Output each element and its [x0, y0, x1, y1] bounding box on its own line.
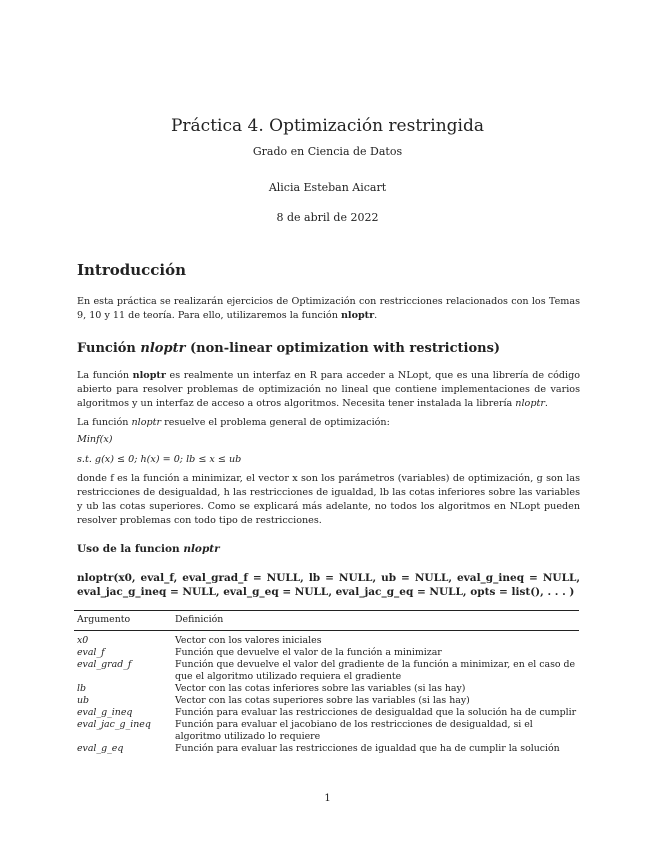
- table-body: [74, 631, 579, 755]
- table-row: [74, 659, 579, 683]
- table-row: [74, 695, 579, 707]
- table-row: [74, 719, 579, 743]
- intro-heading: Introducción: [77, 261, 187, 279]
- row-argument: ub: [77, 695, 90, 706]
- intro-text-b: nloptr: [340, 310, 375, 321]
- row-definition: Función para evaluar las restricciones de igualdad que ha de cumplir la solución: [175, 743, 560, 754]
- intro-paragraph: [77, 295, 580, 323]
- p1-b: nloptr: [132, 370, 166, 381]
- row-definition: Vector con los valores iniciales: [175, 635, 322, 646]
- section-heading-a: Función: [77, 341, 141, 356]
- table-header-definition: Definición: [175, 614, 224, 625]
- row-definition: Función para evaluar el jacobiano de los restricciones de desigualdad, si el algoritmo utilizado lo requiere: [175, 719, 533, 742]
- arguments-table: [74, 610, 579, 755]
- table-row: [74, 707, 579, 719]
- section-heading: [77, 341, 500, 356]
- p2-a: La función: [77, 417, 132, 428]
- row-definition: Vector con las cotas inferiores sobre las variables (si las hay): [175, 683, 466, 694]
- p2-c: resuelve el problema general de optimización:: [161, 417, 390, 428]
- row-definition: Vector con las cotas superiores sobre las variables (si las hay): [175, 695, 470, 706]
- formula-objective: Minf(x): [77, 434, 113, 445]
- document-author: Alicia Esteban Aicart: [268, 181, 387, 194]
- document-subtitle: Grado en Ciencia de Datos: [252, 145, 403, 158]
- section-heading-b: nloptr: [140, 341, 186, 356]
- formula-constraints: s.t. g(x) ≤ 0; h(x) = 0; lb ≤ x ≤ ub: [77, 454, 242, 465]
- document-title: Práctica 4. Optimización restringida: [170, 116, 485, 136]
- usage-heading-a: Uso de la funcion: [77, 543, 184, 555]
- row-argument: eval_g_eq: [77, 743, 124, 754]
- section-paragraph-1: [77, 369, 580, 411]
- row-definition: Función que devuelve el valor del gradiente de la función a minimizar, en el caso de que el algoritmo utilizado requiera el gradiente: [175, 659, 576, 682]
- table-row: [74, 647, 579, 659]
- row-argument: eval_grad_f: [77, 659, 132, 670]
- p1-e: .: [544, 398, 548, 409]
- table-header-row: [74, 610, 579, 630]
- section-heading-c: (non-linear optimization with restrictions): [185, 341, 501, 356]
- table-row: [74, 683, 579, 695]
- row-argument: eval_f: [77, 647, 105, 658]
- p1-d: nloptr: [515, 398, 545, 409]
- p2-b: nloptr: [131, 417, 162, 428]
- section-paragraph-3: donde f es la función a minimizar, el vector x son los parámetros (variables) de optimización, g son las restricciones de desigualdad, h las restricciones de igualdad, lb las cotas inferiores sobre las variables y ub las cotas superiores. Como se explicará más adelante, no todos los algoritmos en NLopt pueden resolver problemas con todo tipo de restricciones.: [77, 473, 580, 526]
- row-definition: Función que devuelve el valor de la función a minimizar: [175, 647, 442, 658]
- p1-a: La función: [77, 370, 133, 381]
- page-number: 1: [324, 793, 331, 804]
- row-argument: x0: [77, 635, 89, 646]
- intro-text-a: En esta práctica se realizarán ejercicios de Optimización con restricciones relacionados con los Temas 9, 10 y 11 de teoría. Para ello, utilizaremos la función: [77, 296, 580, 321]
- row-definition: Función para evaluar las restricciones de desigualdad que la solución ha de cumplir: [175, 707, 577, 718]
- document-date: 8 de abril de 2022: [276, 211, 379, 224]
- p1-c: es realmente un interfaz en R para acceder a NLopt, que es una librería de código abierto para resolver problemas de optimización no lineal que contiene implementaciones de varios algoritmos y un interfaz de acceso a otros algoritmos. Necesita tener instalada la librería: [77, 370, 580, 409]
- row-argument: eval_g_ineq: [77, 707, 133, 718]
- usage-heading-b: nloptr: [183, 543, 220, 555]
- function-signature: nloptr(x0, eval_f, eval_grad_f = NULL, lb = NULL, ub = NULL, eval_g_ineq = NULL, eval_jac_g_ineq = NULL, eval_g_eq = NULL, eval_jac_g_eq = NULL, opts = list(), . . . ): [77, 572, 580, 598]
- section-paragraph-2: [77, 416, 580, 430]
- intro-text-c: .: [374, 310, 378, 321]
- table-row: [74, 743, 579, 755]
- usage-heading: [77, 543, 220, 555]
- row-argument: lb: [77, 683, 86, 694]
- table-header-argument: Argumento: [77, 614, 131, 625]
- table-row: [74, 635, 579, 647]
- row-argument: eval_jac_g_ineq: [77, 719, 151, 730]
